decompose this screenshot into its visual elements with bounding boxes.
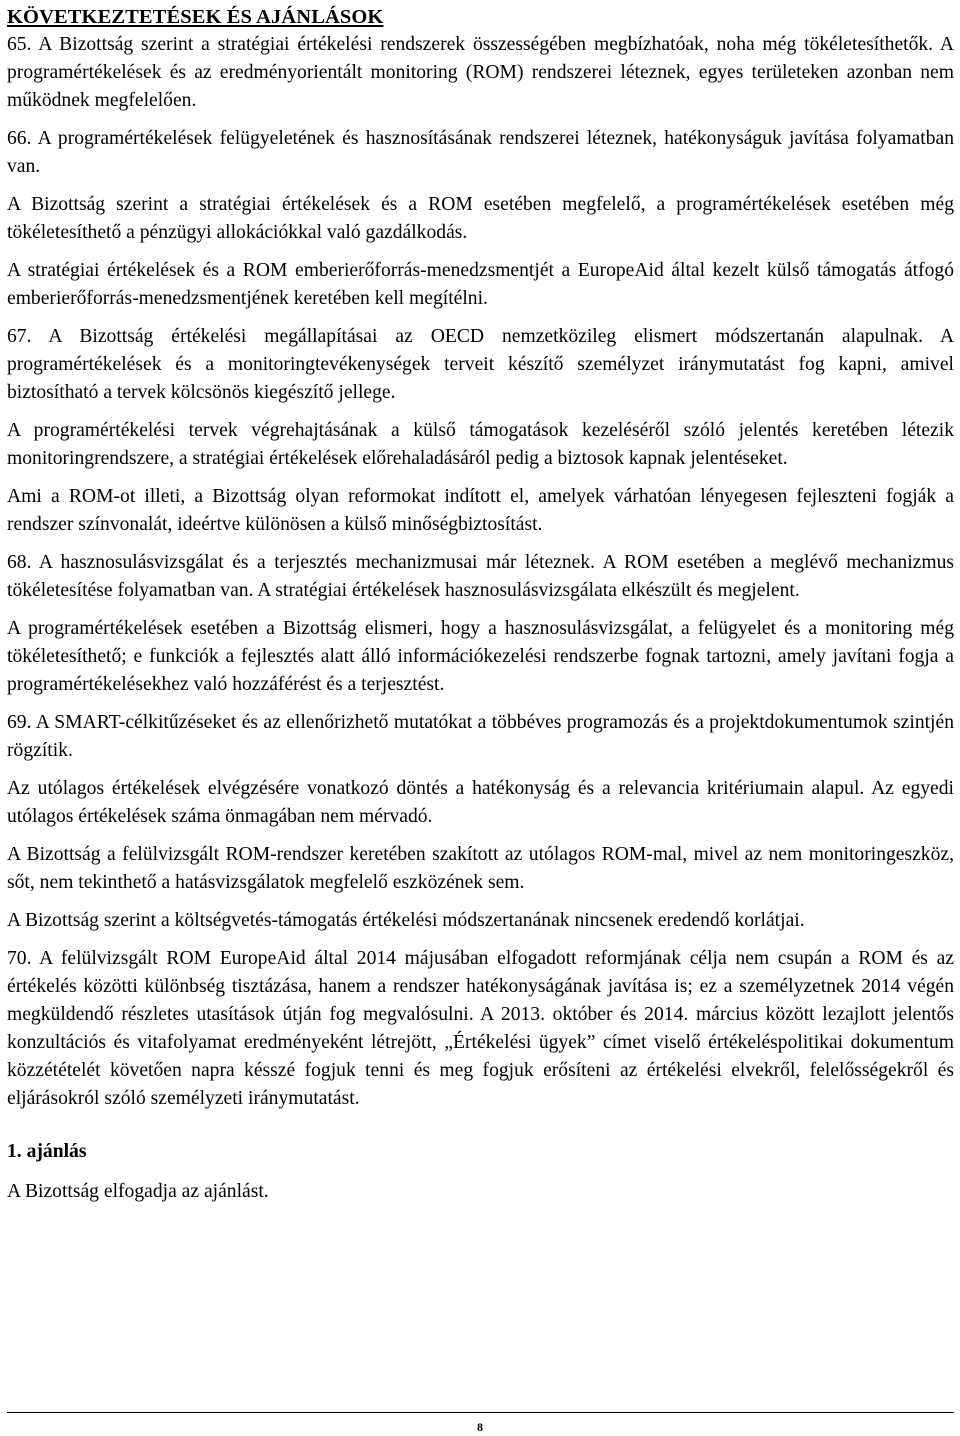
paragraph-66-hr: A stratégiai értékelések és a ROM emberierőforrás-menedzsmentjét a EuropeAid által kezelt külső támogatás átfogó emberierőforrás-menedzsmentjének keretében kell megítélni.: [7, 260, 954, 309]
recommendation-title: 1. ajánlás: [7, 1141, 87, 1162]
section-heading: KÖVETKEZTETÉSEK ÉS AJÁNLÁSOK: [7, 6, 384, 28]
paragraph-66: 66. A programértékelések felügyeletének és hasznosításának rendszerei léteznek, hatékonyságuk javítása folyamatban van.: [7, 128, 954, 177]
paragraph-69-ex-post: Az utólagos értékelések elvégzésére vonatkozó döntés a hatékonyság és a relevancia kritériumain alapul. Az egyedi utólagos értékelések száma önmagában nem mérvadó.: [7, 778, 954, 827]
page-number: 8: [477, 1420, 483, 1434]
paragraph-67-monitoring: A programértékelési tervek végrehajtásának a külső támogatások kezeléséről szóló jelentés keretében létezik monitoringrendszere, a stratégiai értékelések előrehaladásáról pedig a biztosok kapnak jelentéseket.: [7, 420, 954, 469]
paragraph-68: 68. A hasznosulásvizsgálat és a terjesztés mechanizmusai már léteznek. A ROM esetében a meglévő mechanizmus tökéletesítése folyamatban van. A stratégiai értékelések hasznosulásvizsgálata elkészült és megjelent.: [7, 552, 954, 601]
paragraph-69-rom-review: A Bizottság a felülvizsgált ROM-rendszer keretében szakított az utólagos ROM-mal, mivel az nem monitoringeszköz, sőt, nem tekinthető a hatásvizsgálatok megfelelő eszközének sem.: [7, 844, 954, 893]
paragraph-70: 70. A felülvizsgált ROM EuropeAid által 2014 májusában elfogadott reformjának célja nem csupán a ROM és az értékelés közötti különbség tisztázása, hanem a rendszer hatékonyságának javítása is; ez a személyzetnek 2014 végén megküldendő részletes utasítások útján fog megvalósulni. A 2013. október és 2014. március között lezajlott jelentős konzultációs és vitafolyamat eredményeként létrejött, „Értékelési ügyek” címet viselő értékeléspolitikai dokumentum közzétételét követően napra késszé fogjuk tenni és meg fogjuk erősíteni az értékelési elvekről, felelősségekről és eljárásokról szóló személyzeti iránymutatást.: [7, 948, 954, 1109]
paragraph-67: 67. A Bizottság értékelési megállapításai az OECD nemzetközileg elismert módszertanán alapulnak. A programértékelések és a monitoringtevékenységek terveit készítő személyzet iránymutatást fog kapni, amivel biztosítható a tervek kölcsönös kiegészítő jellege.: [7, 326, 954, 403]
paragraph-67-rom: Ami a ROM-ot illeti, a Bizottság olyan reformokat indított el, amelyek várhatóan lényegesen fejleszteni fogják a rendszer színvonalát, ideértve különösen a külső minőségbiztosítást.: [7, 486, 954, 535]
paragraph-69-budget-support: A Bizottság szerint a költségvetés-támogatás értékelési módszertanának nincsenek eredendő korlátjai.: [7, 910, 805, 931]
paragraph-69: 69. A SMART-célkitűzéseket és az ellenőrizhető mutatókat a többéves programozás és a projektdokumentumok szintjén rögzítik.: [7, 712, 954, 761]
footer-divider: [7, 1412, 954, 1413]
paragraph-65: 65. A Bizottság szerint a stratégiai értékelési rendszerek összességében megbízhatóak, noha még tökéletesíthetők. A programértékelések és az eredményorientált monitoring (ROM) rendszerei léteznek, egyes területeken azonban nem működnek megfelelően.: [7, 34, 954, 111]
paragraph-66-allocation: A Bizottság szerint a stratégiai értékelések és a ROM esetében megfelelő, a programértékelések esetében még tökéletesíthető a pénzügyi allokációkkal való gazdálkodás.: [7, 194, 954, 243]
paragraph-68-programme: A programértékelések esetében a Bizottság elismeri, hogy a hasznosulásvizsgálat, a felügyelet és a monitoring még tökéletesíthető; e funkciók a fejlesztés alatt álló információkezelési rendszerbe fognak tartozni, amely javítani fogja a programértékelésekhez való hozzáférést és a terjesztést.: [7, 618, 954, 695]
recommendation-text: A Bizottság elfogadja az ajánlást.: [7, 1181, 269, 1202]
document-page: [7, 0, 954, 1206]
